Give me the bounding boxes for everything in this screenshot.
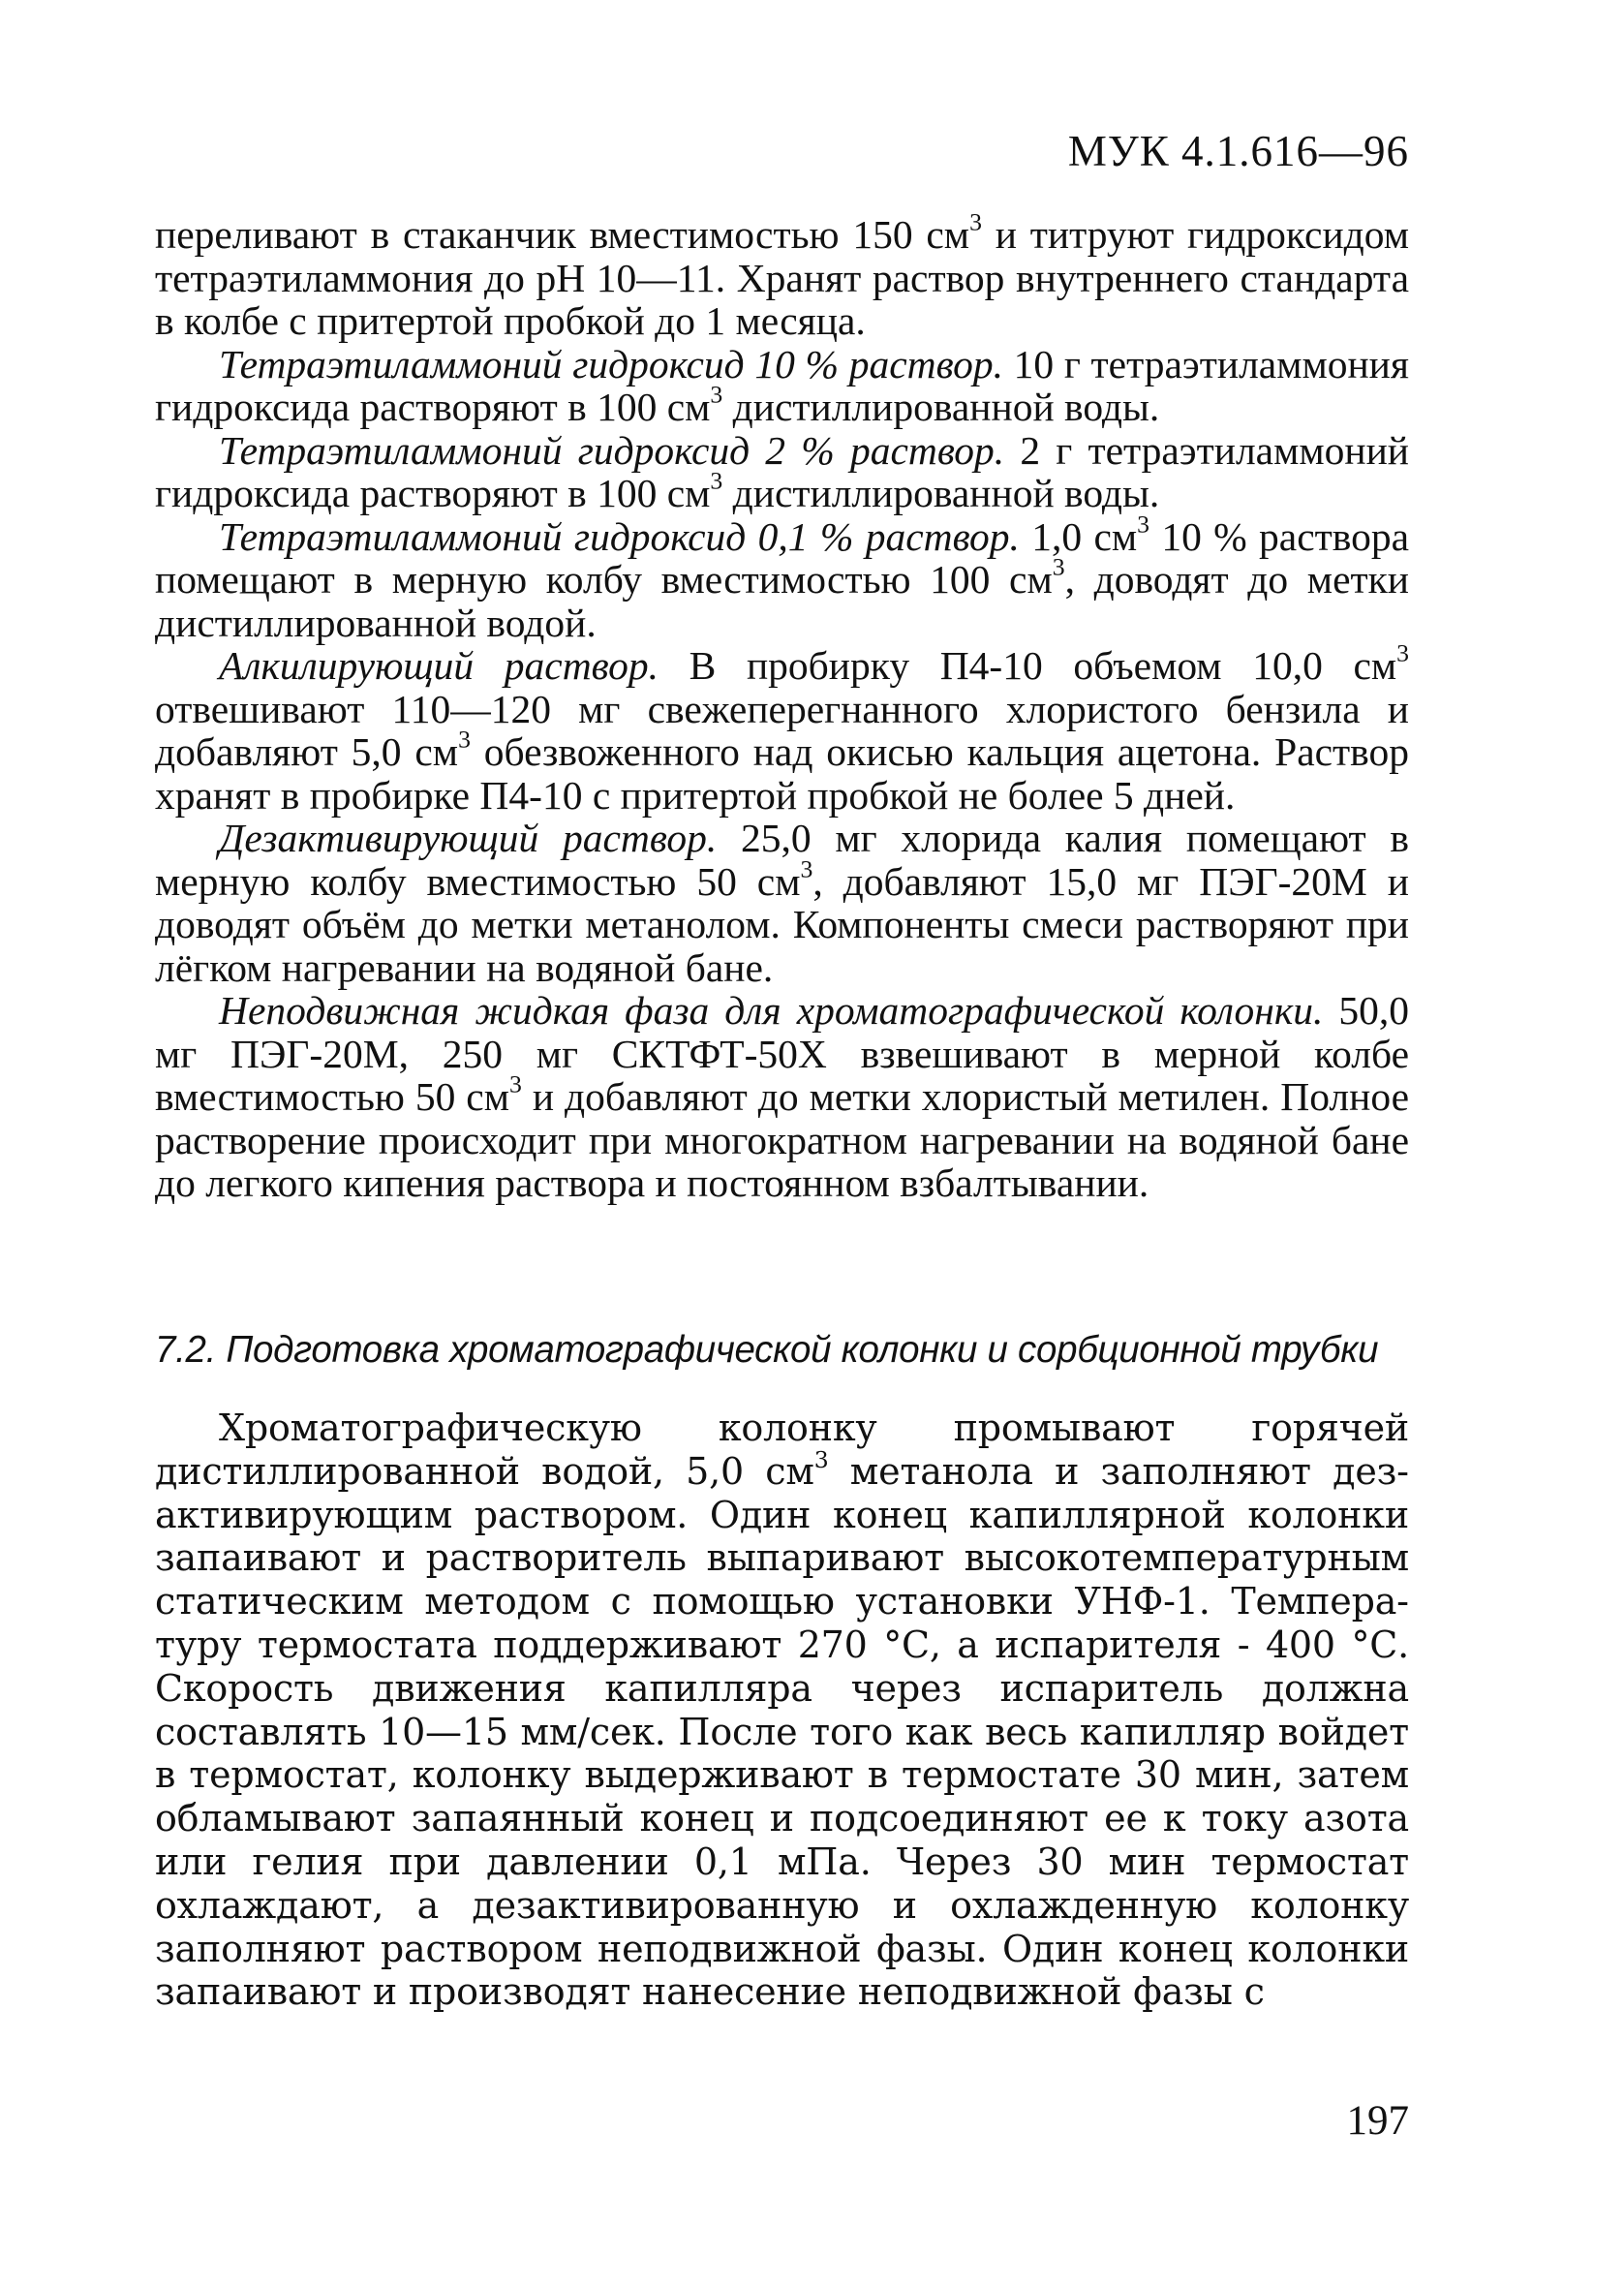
paragraph: переливают в стаканчик вместимостью 150 $см^3$ и титруют гидроксидом тетраэтиламмония до pH 10—11. Хранят раствор внутреннего стандарта в колбе с притертой пробкой до 1 месяца.: [155, 207, 1409, 343]
term: Дезактивирующий раствор.: [219, 816, 718, 860]
paragraph: Неподвижная жидкая фаза для хроматографической колонки. 50,0 мг ПЭГ-20М, 250 мг СКТФТ-50Х взвешивают в мерной колбе вместимостью 50 $см^3$ и добавляют до метки хлористый метилен. Полное растворение происходит при многократном нагревании на водяной бане до легкого кипения раствора и постоянном взбалтывании.: [155, 988, 1409, 1205]
term: Алкилирующий раствор.: [219, 643, 659, 688]
body-text: [155, 207, 1409, 1205]
paragraph: Дезактивирующий раствор. 25,0 мг хлорида калия помещают в мерную колбу вместимостью 50 $см^3$, добавляют 15,0 мг ПЭГ-20М и доводят объём до метки метанолом. Компоненты смеси растворяют при лёгком нагревании на водяной бане.: [155, 816, 1409, 990]
paragraph: Тетраэтиламмоний гидроксид 0,1 % раствор. 1,0 $см^3$ 10 % раствора помещают в мерную колбу вместимостью 100 $см^3$, доводят до метки дистиллированной водой.: [155, 509, 1409, 645]
paragraph: Алкилирующий раствор. В пробирку П4-10 объемом 10,0 $см^3$ отвешивают 110—120 мг свежеперегнанного хлористого бензила и добавляют 5,0 $см^3$ обезвоженного над окисью кальция ацетона. Раствор хранят в пробирке П4-10 с притертой пробкой не более 5 дней.: [155, 638, 1409, 818]
page-number: 197: [1346, 2098, 1409, 2144]
term: Тетраэтиламмоний гидроксид 2 % раствор.: [219, 427, 1005, 473]
paragraph: Тетраэтиламмоний гидроксид 10 % раствор. 10 г тетраэтиламмония гидроксида растворяют в 100 $см^3$ дистиллированной воды.: [155, 341, 1409, 429]
term: Неподвижная жидкая фаза для хроматографической колонки.: [219, 988, 1324, 1033]
paragraph: Тетраэтиламмоний гидроксид 2 % раствор. 2 г тетраэтиламмоний гидроксида растворяют в 100 $см^3$ дистиллированной воды.: [155, 427, 1409, 515]
section-body-text: [155, 1407, 1409, 2014]
term: Тетраэтиламмоний гидроксид 10 % раствор.: [219, 341, 1003, 386]
section-heading: 7.2. Подготовка хроматографической колонки и сорбционной трубки: [155, 1329, 1379, 1371]
document-code: МУК 4.1.616—96: [1067, 127, 1409, 175]
paragraph: Хроматографическую колонку промывают горячей дистиллированной водой, 5,0 $см^3$ метанола и заполняют дезактивирующим раствором. Один конец капиллярной колонки запаивают и растворитель выпаривают высокотемпературным статическим методом с помощью установки УНФ-1. Температуру термостата поддерживают 270 °С, а испарителя - 400 °С. Скорость движения капилляра через испаритель должна составлять 10—15 мм/сек. После того как весь капилляр войдет в термостат, колонку выдерживают в термостате 30 мин, затем обламывают запаянный конец и подсоединяют ее к току азота или гелия при давлении 0,1 мПа. Через 30 мин термостат охлаждают, а дезактивированную и охлажденную колонку заполняют раствором неподвижной фазы. Один конец колонки запаивают и производят нанесение неподвижной фазы с: [155, 1407, 1409, 2014]
term: Тетраэтиламмоний гидроксид 0,1 % раствор.: [219, 513, 1020, 559]
